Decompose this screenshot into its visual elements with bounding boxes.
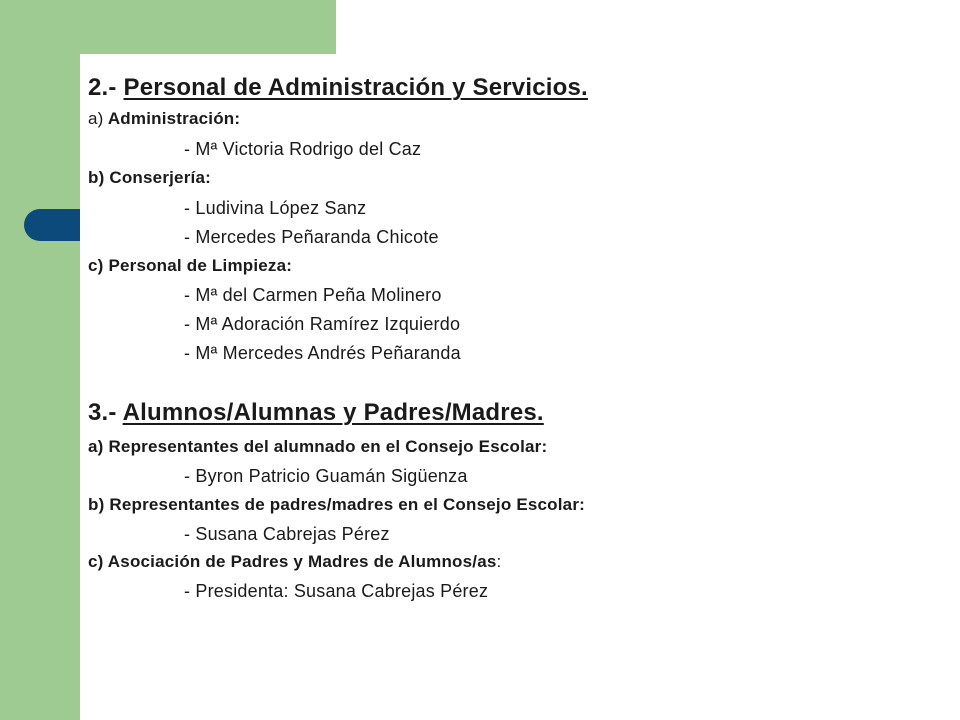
administration-label-text: Administración: xyxy=(107,109,241,128)
parent-reps-label: b) Representantes de padres/madres en el Consejo Escolar: xyxy=(88,495,586,514)
concierge-person: - Mercedes Peñaranda Chicote xyxy=(184,227,439,247)
concierge-person: - Ludivina López Sanz xyxy=(184,198,367,218)
decorative-blue-tab xyxy=(24,209,82,241)
section-3-heading xyxy=(88,398,544,428)
administration-prefix: a) xyxy=(88,109,104,128)
cleaning-person: - Mª Adoración Ramírez Izquierdo xyxy=(184,314,461,334)
section-2-number: 2.- xyxy=(88,74,117,101)
cleaning-person: - Mª Mercedes Andrés Peñaranda xyxy=(184,343,461,363)
administration-person: - Mª Victoria Rodrigo del Caz xyxy=(184,139,422,159)
student-reps-label: a) Representantes del alumnado en el Consejo Escolar: xyxy=(88,437,548,456)
section-3-title: Alumnos/Alumnas y Padres/Madres. xyxy=(122,399,544,426)
parents-association-label-suffix: : xyxy=(496,552,502,571)
student-reps-person: - Byron Patricio Guamán Sigüenza xyxy=(184,466,468,486)
decorative-green-band-left xyxy=(0,0,80,720)
administration-label xyxy=(88,108,240,130)
section-2-title: Personal de Administración y Servicios. xyxy=(123,74,588,101)
cleaning-label: c) Personal de Limpieza: xyxy=(88,256,293,275)
section-3-number: 3.- xyxy=(88,399,117,426)
parents-association-person: - Presidenta: Susana Cabrejas Pérez xyxy=(184,581,489,601)
parents-association-label-text: c) Asociación de Padres y Madres de Alumnos/as xyxy=(88,552,497,571)
slide-content xyxy=(80,54,940,614)
cleaning-person: - Mª del Carmen Peña Molinero xyxy=(184,285,442,305)
decorative-green-band-top xyxy=(80,0,336,54)
section-2-heading xyxy=(88,73,588,103)
parent-reps-person: - Susana Cabrejas Pérez xyxy=(184,524,390,544)
parents-association-label xyxy=(88,551,501,573)
concierge-label: b) Conserjería: xyxy=(88,168,211,187)
